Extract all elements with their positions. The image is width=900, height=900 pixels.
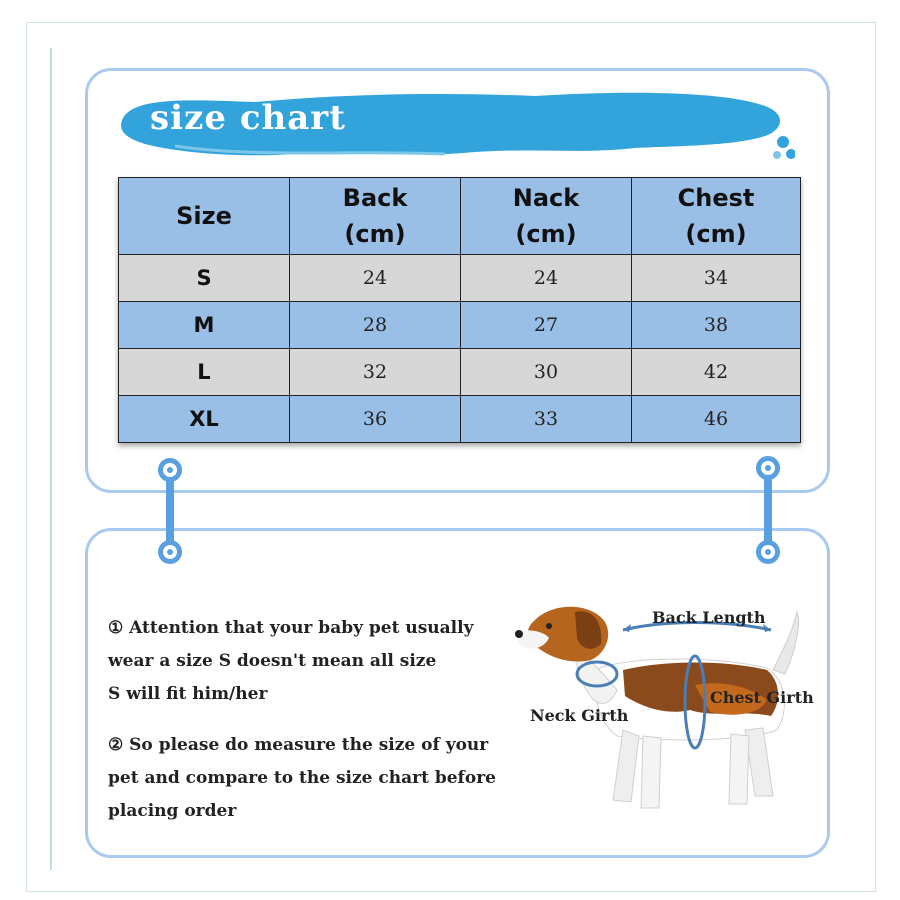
note-measure: ② So please do measure the size of your pet and compare to the size chart before placing order bbox=[108, 735, 496, 821]
ring-icon bbox=[158, 540, 182, 564]
chest-cell: 46 bbox=[632, 396, 801, 443]
back-cell: 32 bbox=[290, 349, 461, 396]
chest-cell: 34 bbox=[632, 255, 801, 302]
size-cell: M bbox=[119, 302, 290, 349]
neck-cell: 27 bbox=[461, 302, 632, 349]
back-cell: 24 bbox=[290, 255, 461, 302]
header-back: Back (cm) bbox=[290, 178, 461, 255]
banner-title: size chart bbox=[150, 98, 346, 138]
header-neck: Nack (cm) bbox=[461, 178, 632, 255]
ring-icon bbox=[756, 456, 780, 480]
label-neck-girth: Neck Girth bbox=[530, 706, 629, 725]
table-row bbox=[119, 302, 801, 349]
size-cell: L bbox=[119, 349, 290, 396]
frame-divider-line bbox=[50, 48, 52, 870]
ring-icon bbox=[756, 540, 780, 564]
label-chest-girth: Chest Girth bbox=[710, 688, 814, 707]
table-row bbox=[119, 255, 801, 302]
size-cell: S bbox=[119, 255, 290, 302]
neck-cell: 24 bbox=[461, 255, 632, 302]
neck-cell: 30 bbox=[461, 349, 632, 396]
chest-cell: 42 bbox=[632, 349, 801, 396]
ring-icon bbox=[158, 458, 182, 482]
back-cell: 28 bbox=[290, 302, 461, 349]
water-drops-icon bbox=[773, 136, 795, 159]
table-row bbox=[119, 349, 801, 396]
chest-cell: 38 bbox=[632, 302, 801, 349]
table-header-row bbox=[119, 178, 801, 255]
size-table bbox=[118, 177, 801, 443]
left-connector bbox=[166, 470, 174, 550]
right-connector bbox=[764, 470, 772, 550]
size-cell: XL bbox=[119, 396, 290, 443]
table-row bbox=[119, 396, 801, 443]
back-cell: 36 bbox=[290, 396, 461, 443]
label-back-length: Back Length bbox=[652, 608, 766, 627]
note-attention: ① Attention that your baby pet usually wear a size S doesn't mean all size S will fit him/her bbox=[108, 618, 474, 704]
neck-cell: 33 bbox=[461, 396, 632, 443]
header-size: Size bbox=[119, 178, 290, 255]
header-chest: Chest (cm) bbox=[632, 178, 801, 255]
